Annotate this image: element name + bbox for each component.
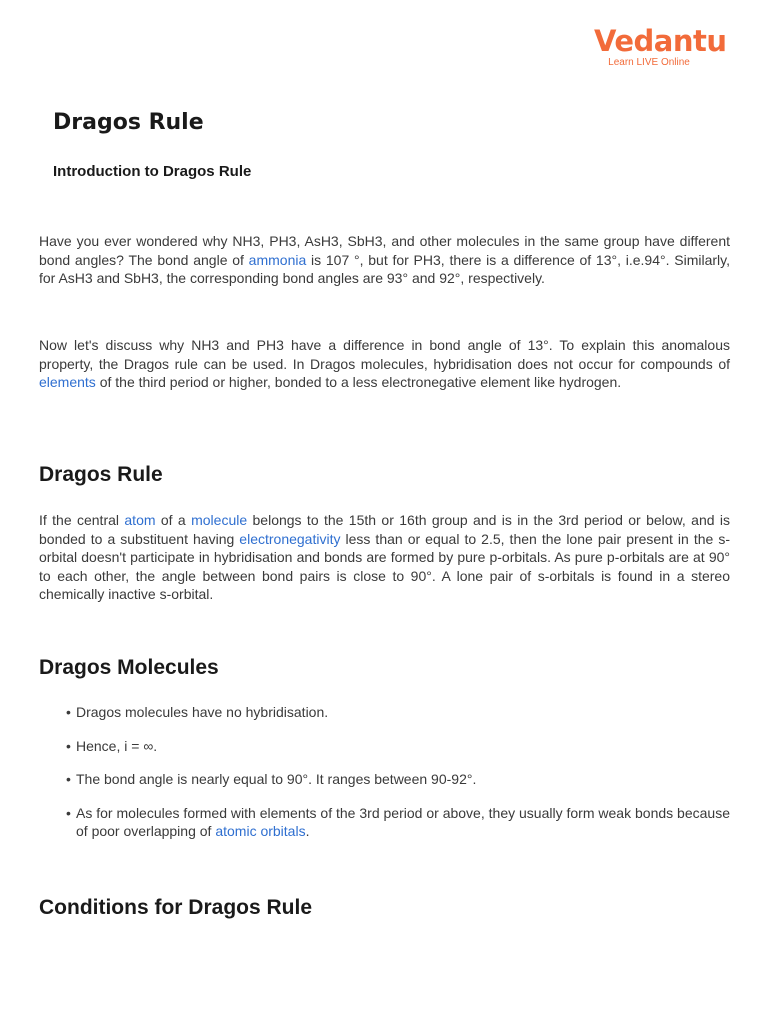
link-molecule[interactable]: molecule bbox=[191, 512, 248, 528]
list-item bbox=[66, 804, 730, 841]
dragos-molecules-list bbox=[66, 703, 730, 841]
text-run: less than or equal to 2.5, then the lone pair present in the s-orbital doesn't participate in hybridisation and bonds are formed by pure p-orbitals. As pure p-orbitals are at 90° to each other, the angle between bond pairs is close to 90°. A lone pair of s-orbitals is found in a stereo chemically inactive s-orbital. bbox=[39, 530, 730, 602]
text-run: Hence, i = ∞. bbox=[76, 737, 158, 754]
link-electronegativity[interactable]: electronegativity bbox=[239, 530, 341, 547]
text-run: belongs to the 15th or 16th group and is in the 3rd period or below, and is bonded to a substituent having bbox=[39, 512, 730, 547]
link-ammonia[interactable]: ammonia bbox=[248, 251, 307, 268]
link-elements[interactable]: elements bbox=[39, 374, 96, 390]
vedantu-logo[interactable] bbox=[594, 24, 727, 68]
bullet-icon: • bbox=[66, 771, 71, 787]
page-title: Dragos Rule bbox=[53, 110, 204, 135]
bullet-icon: • bbox=[66, 804, 71, 821]
text-run: Now let's discuss why NH3 and PH3 have a difference in bond angle of 13°. To explain this anomalous property, the Dragos rule can be used. In Dragos molecules, hybridisation does not occur for compounds of bbox=[39, 337, 730, 372]
section-heading-conditions: Conditions for Dragos Rule bbox=[39, 896, 312, 919]
logo-wordmark: Vedantu bbox=[594, 24, 727, 58]
text-run: of a bbox=[155, 512, 192, 528]
link-atomic-orbitals[interactable]: atomic orbitals bbox=[215, 823, 306, 839]
dragos-rule-paragraph bbox=[39, 511, 730, 604]
bullet-icon: • bbox=[66, 737, 71, 754]
page-subtitle: Introduction to Dragos Rule bbox=[53, 163, 252, 180]
section-heading-dragos-molecules: Dragos Molecules bbox=[39, 656, 219, 679]
intro-paragraph-2 bbox=[39, 336, 730, 392]
text-run: is 107 °, but for PH3, there is a difference of 13°, i.e.94°. Similarly, for AsH3 and SbH3, the corresponding bond angles are 93° and 92°, respectively. bbox=[39, 251, 730, 286]
list-item bbox=[66, 737, 730, 756]
list-item bbox=[66, 770, 730, 789]
intro-paragraph-1 bbox=[39, 232, 730, 288]
text-run: As for molecules formed with elements of the 3rd period or above, they usually form weak bonds because of poor overlapping of bbox=[76, 804, 730, 839]
section-heading-dragos-rule: Dragos Rule bbox=[39, 463, 163, 486]
text-run: of the third period or higher, bonded to a less electronegative element like hydrogen. bbox=[95, 374, 622, 390]
list-item bbox=[66, 703, 730, 722]
text-run: The bond angle is nearly equal to 90°. It ranges between 90-92°. bbox=[76, 771, 477, 787]
logo-tagline: Learn LIVE Online bbox=[608, 57, 690, 68]
bullet-icon: • bbox=[66, 704, 71, 720]
text-run: If the central bbox=[39, 512, 125, 528]
text-run: Have you ever wondered why NH3, PH3, AsH3, SbH3, and other molecules in the same group have different bond angles? The bond angle of bbox=[39, 233, 730, 268]
text-run: Dragos molecules have no hybridisation. bbox=[76, 704, 329, 720]
text-run: . bbox=[305, 823, 310, 839]
link-atom[interactable]: atom bbox=[124, 512, 156, 528]
